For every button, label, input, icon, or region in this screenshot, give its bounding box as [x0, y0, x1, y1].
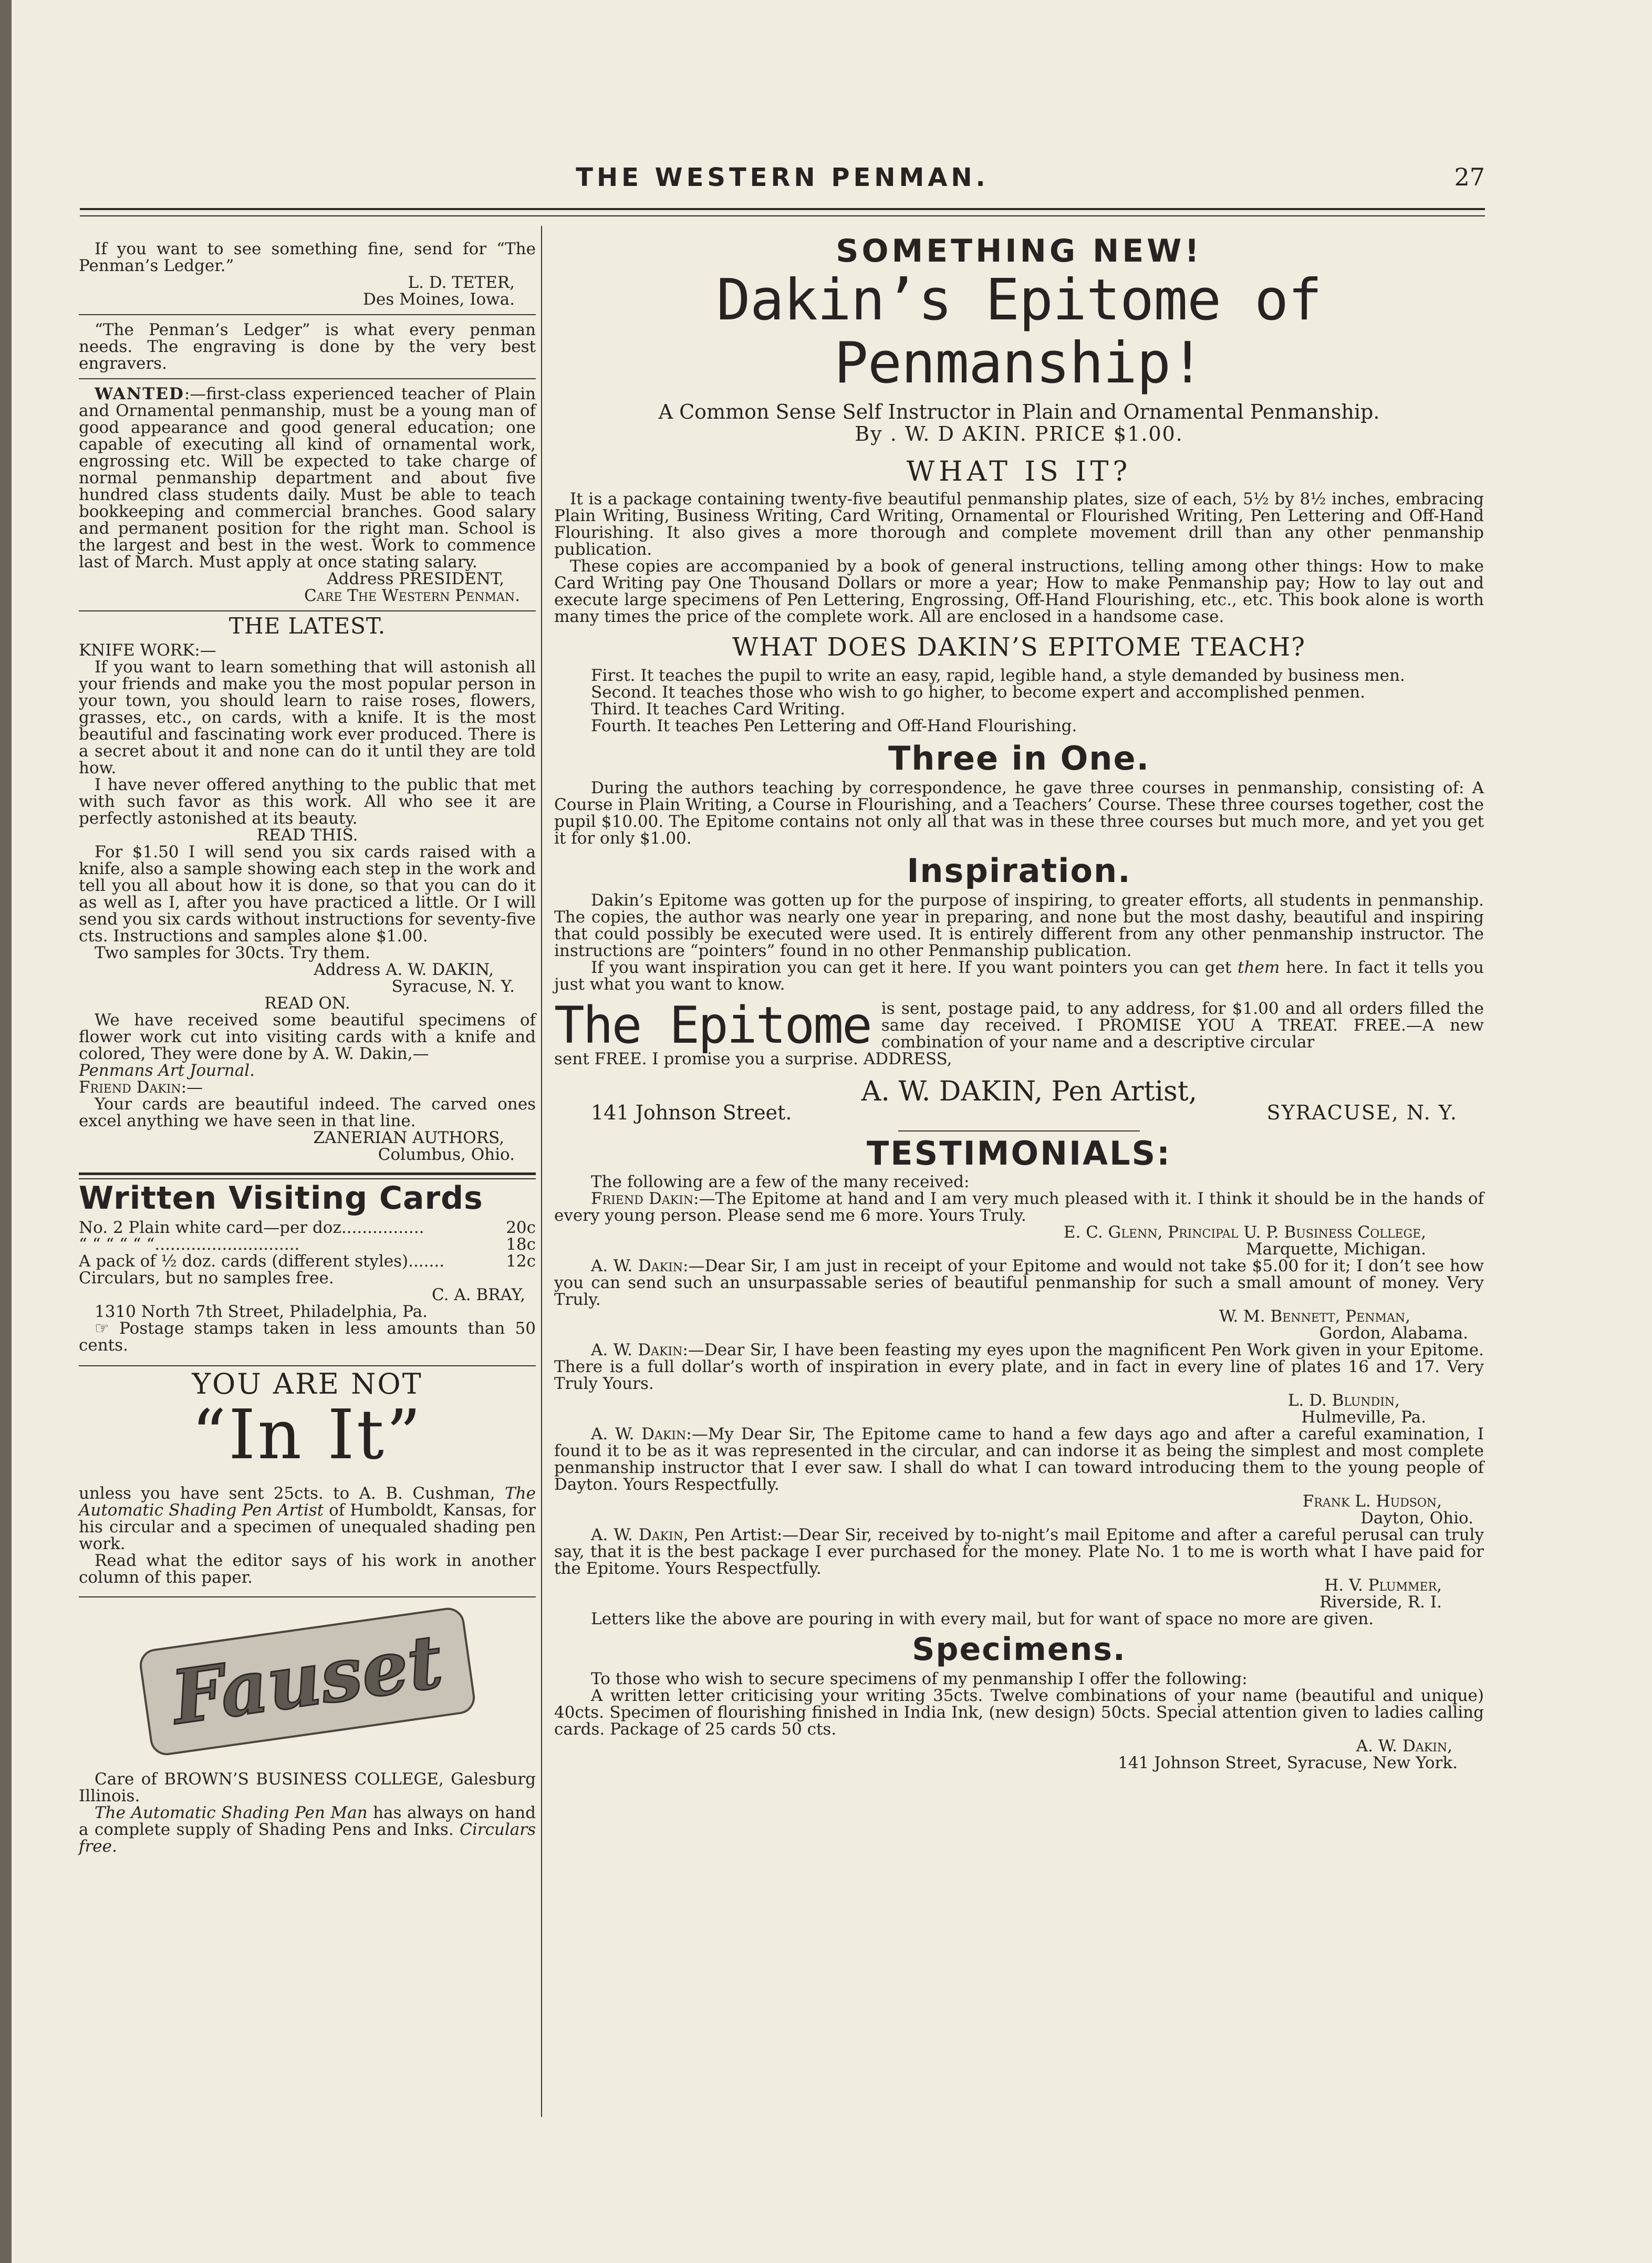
- testimonials-heading: TESTIMONIALS:: [867, 1134, 1171, 1172]
- t2-salutation: A. W. Dakin:: [591, 1257, 689, 1275]
- teter-ad: [79, 241, 536, 308]
- t5-signature: H. V. Plummer,: [1324, 1576, 1442, 1595]
- page-header: [80, 163, 1485, 194]
- epitome-offer-cont: sent FREE. I promise you a surprise. ADDRESS,: [554, 1050, 952, 1068]
- in-it-heading: “In It”: [191, 1395, 423, 1475]
- t4-salutation: A. W. Dakin:: [591, 1425, 692, 1444]
- t1-salutation: Friend Dakin:: [591, 1189, 699, 1208]
- friend-dakin: Friend Dakin:—: [79, 1078, 203, 1097]
- latest-ad: [79, 613, 536, 1164]
- t3-text: —Dear Sir, I have been feasting my eyes upon the magnificent Pen Work given in your Epitome. There is a full dollar’s worth of inspiration in every plate, and in fact in every line of plates 16 and 17. Very Truly Yours.: [554, 1341, 1484, 1393]
- epitome-big-text: The Epitome: [554, 996, 871, 1055]
- spec-p1: To those who wish to secure specimens of my penmanship I offer the following:: [591, 1669, 1248, 1688]
- column-divider: [541, 226, 542, 2117]
- divider: [79, 1596, 536, 1597]
- divider: [79, 314, 536, 315]
- latest-p6: Your cards are beautiful indeed. The carved ones excel anything we have seen in that line.: [79, 1095, 536, 1130]
- short-rule: [898, 1130, 1140, 1132]
- price-row: [79, 1253, 536, 1270]
- masthead-title: THE WESTERN PENMAN.: [576, 163, 989, 192]
- dakin-city: Syracuse, N. Y.: [391, 977, 515, 996]
- epitome-title: Dakin’s Epitome of Penmanship!: [716, 267, 1322, 396]
- double-rule-thin: [79, 1178, 536, 1179]
- wanted-address: Address PRESIDENT,: [327, 569, 504, 588]
- cushman-editor: Read what the editor says of his work in another column of this paper.: [79, 1551, 536, 1587]
- t3-place: Hulmeville, Pa.: [1301, 1408, 1426, 1427]
- insp-p1: Dakin’s Epitome was gotten up for the purpose of inspiring, to greater efforts, all students in penmanship. The copies, the author was nearly one year in preparing, and none but the most dashy, beautiful and inspiring that could possibly be executed were used. It is entirely different from any other penmanship instructor. The instructions are “pointers” found in no other Penmanship publication.: [554, 891, 1484, 960]
- price-label: No. 2 Plain white card—per doz: [79, 1219, 341, 1236]
- teach-second: Second. It teaches those who wish to go higher, to become expert and accomplished penmen.: [591, 683, 1365, 702]
- divider: [79, 610, 536, 611]
- teter-text: If you want to see something fine, send for “The Penman’s Ledger.”: [79, 240, 536, 275]
- t3-salutation: A. W. Dakin:: [591, 1341, 688, 1359]
- epitome-subtitle: A Common Sense Self Instructor in Plain and Ornamental Penmanship.: [658, 400, 1380, 423]
- teter-name: L. D. TETER,: [408, 273, 515, 292]
- right-column: [554, 233, 1484, 1772]
- epitome-offer: [554, 996, 1484, 1055]
- t5-place: Riverside, R. I.: [1319, 1593, 1442, 1612]
- t1-signature: E. C. Glenn, Principal U. P. Business College,: [1063, 1223, 1426, 1242]
- cushman-text-a: unless you have sent 25cts. to A. B. Cushman,: [79, 1484, 505, 1503]
- not-in-it-heading: YOU ARE NOT: [192, 1367, 423, 1400]
- spec-signature: A. W. Dakin,: [1356, 1737, 1452, 1756]
- t4-signature: Frank L. Hudson,: [1302, 1492, 1442, 1511]
- knife-work-label: KNIFE WORK:—: [79, 641, 216, 660]
- price-row: [79, 1219, 536, 1236]
- t2-signature: W. M. Bennett, Penman,: [1219, 1307, 1410, 1326]
- circulars-note: Circulars, but no samples free.: [79, 1269, 334, 1288]
- specimens-heading: Specimens.: [912, 1631, 1126, 1668]
- journal-name: Penmans Art Journal.: [79, 1061, 255, 1080]
- what-p2: These copies are accompanied by a book of general instructions, telling among other things: How to make Card Writing pay One Thousand Dollars or more a year; How to make Penmanship pay; How to lay out and execute large specimens of Pen Lettering, Engrossing, Off-Hand Flourishing, etc., etc. This book alone is worth many times the price of the complete work. All are enclosed in a handsome case.: [554, 557, 1484, 626]
- spec-p2: A written letter criticising your writing 35cts. Twelve combinations of your name (beautiful and unique) 40cts. Specimen of flourishing finished in India Ink, (new design) 50cts. Special attention given to ladies calling cards. Package of 25 cards 50 cts.: [554, 1686, 1484, 1739]
- wanted-text: :—first-class experienced teacher of Plain and Ornamental penmanship, must be a young man of good appearance and good general education; one capable of executing all kind of ornamental work, engrossing etc. Will be expected to take charge of normal penmanship department and about five hundred class students daily. Must be able to teach bookkeeping and commercial branches. Good salary and permanent position for the right man. School is the largest and best in the west. Work to commence last of March. Must apply at once stating salary.: [79, 385, 536, 572]
- price-dots: ............................: [154, 1236, 300, 1253]
- price-dots: .......: [408, 1253, 445, 1270]
- fauset-logo: [131, 1591, 483, 1773]
- wanted-label: WANTED: [95, 385, 184, 403]
- cushman-title: The Automatic Shading Pen Artist: [79, 1484, 536, 1520]
- insp-p2-them: them: [1238, 958, 1280, 977]
- dakin-artist: A. W. DAKIN, Pen Artist,: [861, 1076, 1198, 1107]
- latest-p5: We have received some beautiful specimens of flower work cut into visiting cards with a knife and colored, They were done by A. W. Dakin,—: [79, 1011, 536, 1063]
- three-in-one-heading: Three in One.: [888, 739, 1150, 777]
- fauset-ad: [79, 1613, 536, 1855]
- bray-name: C. A. BRAY,: [432, 1285, 525, 1304]
- price-label: “ “ “ “ “ “: [79, 1236, 155, 1253]
- price-value: 20c: [506, 1218, 536, 1237]
- divider: [79, 1365, 536, 1366]
- bray-street: 1310 North 7th Street, Philadelphia, Pa.: [95, 1302, 428, 1321]
- t1-text: —The Epitome at hand and I am very much pleased with it. I think it should be in the hands of every young person. Please send me 6 more. Yours Truly.: [554, 1189, 1484, 1225]
- header-rule: [80, 208, 1485, 210]
- fauset-logo-art: [132, 1596, 482, 1768]
- price-row: [79, 1236, 536, 1253]
- dakin-city-right: SYRACUSE, N. Y.: [1266, 1101, 1458, 1124]
- teach-first: First. It teaches the pupil to write an easy, rapid, legible hand, a style demanded by business men.: [591, 666, 1405, 685]
- fauset-title: The Automatic Shading Pen Man: [95, 1803, 368, 1822]
- t5-text: Pen Artist:—Dear Sir, received by to-night’s mail Epitome and after a careful perusal can truly say, that it is the best package I ever purchased for the money. Plate No. 1 to me is worth what I have paid for the Epitome. Yours Respectfully.: [554, 1525, 1484, 1578]
- divider: [79, 378, 536, 379]
- dakin-signature: [554, 1076, 1484, 1124]
- t1-place: Marquette, Michigan.: [1245, 1240, 1426, 1259]
- insp-p2-b: here. In fact it tells you just what you want to know.: [554, 958, 1484, 994]
- t2-place: Gordon, Alabama.: [1319, 1324, 1468, 1343]
- three-p: During the authors teaching by correspondence, he gave three courses in penmanship, consisting of: A Course in Plain Writing, a Course in Flourishing, and a Teachers’ Course. These three courses together, cost the pupil $10.00. The Epitome contains not only all that was in these three courses but much more, and yet you get it for only $1.00.: [554, 778, 1484, 848]
- t5-salutation: A. W. Dakin,: [591, 1525, 689, 1544]
- testimonials-intro: The following are a few of the many received:: [591, 1172, 970, 1191]
- price-label: A pack of ½ doz. cards (different styles): [79, 1253, 409, 1270]
- book-spine: [0, 0, 12, 2263]
- latest-p4: Two samples for 30cts. Try them.: [95, 943, 370, 962]
- read-on: READ ON.: [264, 994, 350, 1013]
- teter-place: Des Moines, Iowa.: [363, 290, 515, 309]
- zanerian: ZANERIAN AUTHORS,: [313, 1128, 504, 1147]
- what-is-it-heading: WHAT IS IT?: [906, 456, 1132, 487]
- cushman-text-b: of Humboldt, Kansas, for his circular and a specimen of unequaled shading pen work.: [79, 1501, 536, 1553]
- header-rule-thin: [80, 215, 1485, 216]
- latest-heading: THE LATEST.: [228, 613, 386, 639]
- page-number: 27: [1454, 163, 1485, 191]
- t4-place: Dayton, Ohio.: [1360, 1509, 1473, 1528]
- t2-text: —Dear Sir, I am just in receipt of your Epitome and would not take $5.00 for it; I don’t see how you can send such an unsurpassable series of beautiful penmanship for such a small amount of money. Very Truly.: [554, 1257, 1484, 1309]
- inspiration-heading: Inspiration.: [907, 852, 1131, 890]
- not-in-it-ad: [79, 1367, 536, 1587]
- insp-p2-a: If you want inspiration you can get it here. If you want pointers you can get: [591, 958, 1238, 977]
- spec-address: 141 Johnson Street, Syracuse, New York.: [1118, 1753, 1458, 1772]
- price-dots: ................: [341, 1219, 424, 1236]
- double-rule: [79, 1172, 536, 1175]
- letters-note: Letters like the above are pouring in with every mail, but for want of space no more are given.: [591, 1610, 1374, 1628]
- read-this: READ THIS.: [256, 826, 358, 845]
- dakin-address: Address A. W. DAKIN,: [314, 960, 494, 979]
- dakin-street: 141 Johnson Street.: [591, 1101, 792, 1124]
- latest-p1: If you want to learn something that will astonish all your friends and make you the most popular person in your town, you should learn to raise roses, flowers, grasses, etc., on cards, with a knife. It is the most beautiful and fascinating work ever produced. There is a secret about it and none can do it until they are told how.: [79, 658, 536, 777]
- t3-signature: L. D. Blundin,: [1287, 1391, 1400, 1410]
- t4-text: —My Dear Sir, The Epitome came to hand a few days ago and after a careful examination, I found it to be as it was represented in the circular, and can indorse it as being the simplest and most complete penmanship instructor that I ever saw. I shall do what I can toward introducing them to the young people of Dayton. Yours Respectfully.: [554, 1425, 1484, 1494]
- teach-heading: WHAT DOES DAKIN’S EPITOME TEACH?: [732, 632, 1306, 662]
- visiting-heading: Written Visiting Cards: [79, 1180, 483, 1217]
- latest-p2: I have never offered anything to the public that met with such favor as this work. All who see it are perfectly astonished at its beauty.: [79, 775, 536, 828]
- fauset-text: has always on hand a complete supply of Shading Pens and Inks.: [79, 1803, 536, 1839]
- wanted-ad: [79, 386, 536, 604]
- price-value: 12c: [506, 1252, 536, 1271]
- fauset-care: Care of BROWN’S BUSINESS COLLEGE, Galesburg Illinois.: [79, 1770, 536, 1805]
- latest-p3: For $1.50 I will send you six cards raised with a knife, also a sample showing each step in the work and tell you all about how it is done, so that you can do it as well as I, after you have practiced a little. Or I will send you six cards without instructions for seventy-five cts. Instructions and samples alone $1.00.: [79, 843, 536, 946]
- postage-note: ☞ Postage stamps taken in less amounts than 50 cents.: [79, 1319, 536, 1355]
- price-value: 18c: [506, 1235, 536, 1254]
- visiting-cards-ad: [79, 1180, 536, 1355]
- columbus: Columbus, Ohio.: [378, 1145, 515, 1164]
- left-column: [79, 241, 536, 1855]
- fauset-circulars: Circulars free.: [79, 1820, 536, 1856]
- teach-fourth: Fourth. It teaches Pen Lettering and Off-Hand Flourishing.: [591, 717, 1077, 735]
- ledger-ad: “The Penman’s Ledger” is what every penman needs. The engraving is done by the very best engravers.: [79, 320, 536, 373]
- wanted-care: Care The Western Penman.: [304, 586, 520, 605]
- epitome-offer-text: is sent, postage paid, to any address, for $1.00 and all orders filled the same day received. I PROMISE YOU A TREAT. FREE.—A new combination of your name and a descriptive circular: [881, 999, 1484, 1052]
- byline-price: By . W. D AKIN. PRICE $1.00.: [855, 422, 1183, 445]
- fauset-logo-text: Fauset: [167, 1618, 448, 1742]
- what-p1: It is a package containing twenty-five beautiful penmanship plates, size of each, 5½ by 8½ inches, embracing Plain Writing, Business Writing, Card Writing, Ornamental or Flourished Writing, Pen Lettering and Off-Hand Flourishing. It also gives a more thorough and complete movement drill than any other penmanship publication.: [554, 490, 1484, 559]
- teach-third: Third. It teaches Card Writing.: [591, 700, 846, 719]
- something-new-heading: SOMETHING NEW!: [836, 233, 1202, 269]
